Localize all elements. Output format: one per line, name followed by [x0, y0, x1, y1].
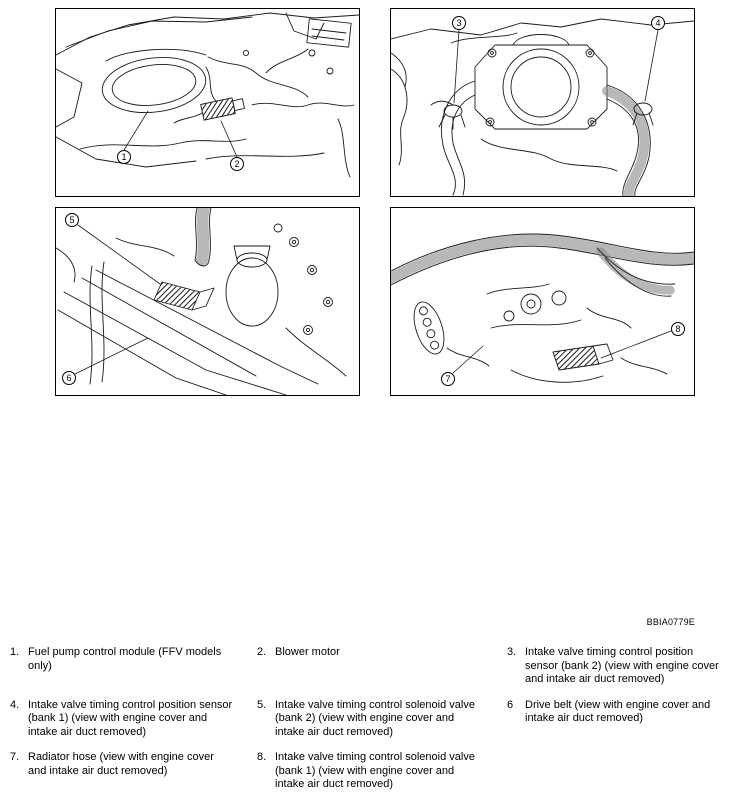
figure-panel-3 — [55, 207, 360, 396]
legend-number: 5. — [257, 698, 267, 711]
callout-5: 5 — [65, 213, 79, 227]
legend-text: Intake valve timing control position sensor (bank 1) (view with engine cover and intake air duct removed) — [28, 698, 233, 738]
legend-item-3 — [497, 646, 740, 687]
engine-illustration-2 — [391, 9, 694, 196]
callout-6: 6 — [62, 371, 76, 385]
legend-text: Intake valve timing control solenoid valve (bank 1) (view with engine cover and intake air duct removed) — [275, 751, 475, 790]
legend-number: 3. — [507, 646, 517, 658]
callout-8: 8 — [671, 322, 685, 336]
legend-number: 1. — [10, 646, 20, 658]
engine-illustration-3 — [56, 208, 359, 395]
callout-4: 4 — [651, 16, 665, 30]
legend — [0, 646, 740, 792]
legend-item-4 — [0, 699, 247, 740]
legend-item-6 — [497, 699, 740, 740]
legend-text: Fuel pump control module (FFV models only) — [28, 646, 222, 672]
figure-panel-1 — [55, 8, 360, 197]
callout-7: 7 — [441, 372, 455, 386]
legend-number: 2. — [257, 646, 267, 658]
legend-text: Drive belt (view with engine cover and intake air duct removed) — [525, 698, 711, 724]
legend-item-2 — [247, 646, 497, 687]
legend-number: 7. — [10, 751, 20, 763]
legend-empty-cell — [497, 751, 740, 792]
figure-panel-2 — [390, 8, 695, 197]
legend-item-1 — [0, 646, 247, 687]
figure-code: BBIA0779E — [646, 617, 695, 627]
figure-panel-4 — [390, 207, 695, 396]
engine-illustration-4 — [391, 208, 694, 395]
engine-illustration-1 — [56, 9, 359, 196]
legend-item-8 — [247, 751, 497, 792]
legend-item-5 — [247, 699, 497, 740]
legend-text: Intake valve timing control solenoid valve (bank 2) (view with engine cover and intake air duct removed) — [275, 698, 475, 738]
legend-text: Radiator hose (view with engine cover and intake air duct removed) — [28, 751, 214, 777]
legend-number: 6 — [507, 698, 514, 711]
legend-number: 8. — [257, 751, 267, 763]
callout-3: 3 — [452, 16, 466, 30]
legend-number: 4. — [10, 698, 20, 711]
engine-figure-grid — [55, 8, 695, 396]
legend-item-7 — [0, 751, 247, 792]
callout-1: 1 — [117, 150, 131, 164]
legend-text: Intake valve timing control position sensor (bank 2) (view with engine cover and intake air duct removed) — [525, 646, 719, 685]
legend-text: Blower motor — [275, 646, 340, 658]
callout-2: 2 — [230, 157, 244, 171]
